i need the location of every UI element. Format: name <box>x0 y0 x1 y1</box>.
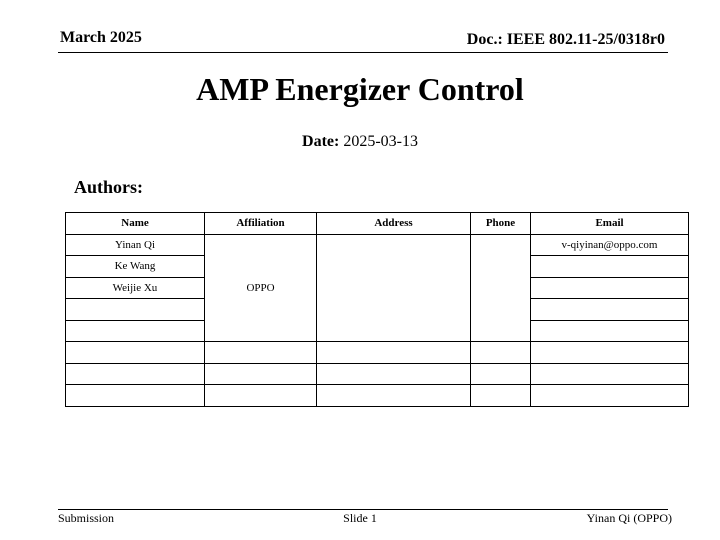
cell-name <box>66 320 205 342</box>
cell-name <box>66 299 205 321</box>
col-header-affiliation: Affiliation <box>205 213 317 235</box>
header-date: March 2025 <box>60 29 142 46</box>
cell-empty <box>205 342 317 364</box>
date-line <box>0 133 720 151</box>
col-header-address: Address <box>317 213 471 235</box>
date-value: 2025-03-13 <box>343 133 418 150</box>
cell-name: Yinan Qi <box>66 234 205 256</box>
cell-affiliation: OPPO <box>205 234 317 342</box>
cell-name: Ke Wang <box>66 256 205 278</box>
cell-email <box>531 277 689 299</box>
cell-empty <box>317 385 471 407</box>
cell-empty <box>531 385 689 407</box>
footer-slide-number: Slide 1 <box>343 511 377 525</box>
col-header-name: Name <box>66 213 205 235</box>
cell-empty <box>66 363 205 385</box>
footer-submission: Submission <box>58 511 115 525</box>
slide-title: AMP Energizer Control <box>196 71 524 107</box>
footer-author: Yinan Qi (OPPO) <box>586 511 672 525</box>
table-row <box>66 342 689 364</box>
cell-email <box>531 299 689 321</box>
table-row <box>66 363 689 385</box>
cell-empty <box>471 342 531 364</box>
cell-empty <box>317 342 471 364</box>
authors-heading: Authors: <box>74 177 144 197</box>
cell-empty <box>531 342 689 364</box>
cell-empty <box>205 363 317 385</box>
table-row <box>66 234 689 256</box>
cell-name: Weijie Xu <box>66 277 205 299</box>
cell-empty <box>66 342 205 364</box>
cell-empty <box>531 363 689 385</box>
table-row <box>66 385 689 407</box>
col-header-email: Email <box>531 213 689 235</box>
header-doc-id: Doc.: IEEE 802.11-25/0318r0 <box>466 31 665 48</box>
table-header-row <box>66 213 689 235</box>
col-header-phone: Phone <box>471 213 531 235</box>
cell-empty <box>66 385 205 407</box>
date-label: Date: <box>302 133 340 150</box>
cell-email: v-qiyinan@oppo.com <box>531 234 689 256</box>
cell-email <box>531 320 689 342</box>
authors-table <box>65 212 689 407</box>
cell-empty <box>471 363 531 385</box>
cell-empty <box>205 385 317 407</box>
header-divider <box>58 52 668 53</box>
cell-phone <box>471 234 531 342</box>
cell-email <box>531 256 689 278</box>
cell-address <box>317 234 471 342</box>
cell-empty <box>471 385 531 407</box>
footer-divider <box>58 509 668 510</box>
cell-empty <box>317 363 471 385</box>
